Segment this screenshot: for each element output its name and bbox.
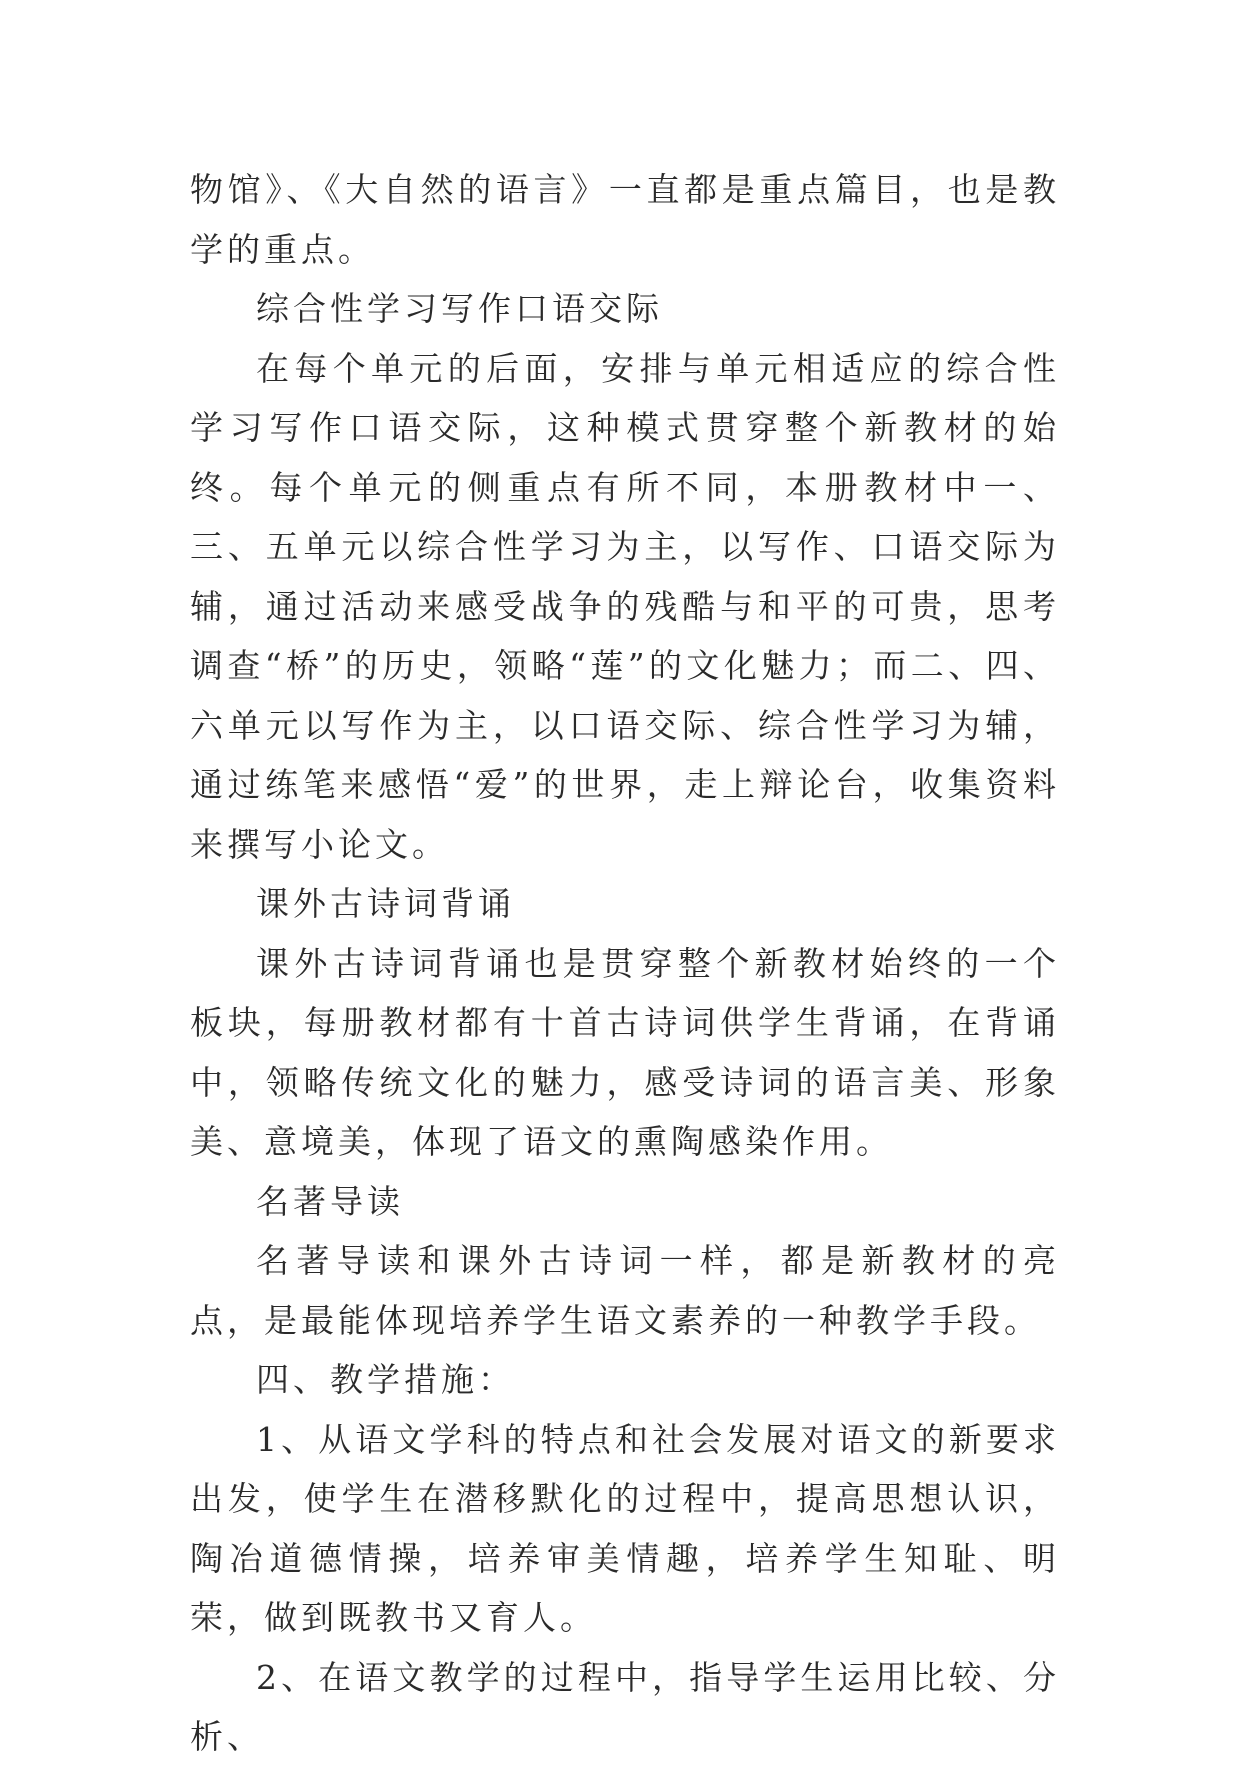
section-heading-teaching-measures: 四、教学措施： (256, 1360, 515, 1399)
paragraph-comprehensive-learning: 在每个单元的后面，安排与单元相适应的综合性学习写作口语交际，这种模式贯穿整个新教材的始终。每个单元的侧重点有所不同，本册教材中一、三、五单元以综合性学习为主，以写作、口语交际为辅，通过活动来感受战争的残酷与和平的可贵，思考调查“桥”的历史，领略“莲”的文化魅力；而二、四、六单元以写作为主，以口语交际、综合性学习为辅，通过练笔来感悟“爱”的世界，走上辩论台，收集资料来撰写小论文。 (190, 348, 1060, 864)
section-heading-comprehensive-learning: 综合性学习写作口语交际 (256, 289, 663, 328)
document-body (190, 160, 1060, 1767)
paragraph-classical-poetry: 课外古诗词背诵也是贯穿整个新教材始终的一个板块，每册教材都有十首古诗词供学生背诵，在背诵中，领略传统文化的魅力，感受诗词的语言美、形象美、意境美，体现了语文的熏陶感染作用。 (190, 943, 1060, 1161)
paragraph-classics-reading: 名著导读和课外古诗词一样，都是新教材的亮点，是最能体现培养学生语文素养的一种教学手段。 (190, 1241, 1060, 1340)
section-heading-classics-reading: 名著导读 (256, 1181, 404, 1221)
paragraph-measure-2: 2、在语文教学的过程中，指导学生运用比较、分析、 (190, 1657, 1060, 1756)
paragraph-continuation: 物馆》、《大自然的语言》一直都是重点篇目，也是教学的重点。 (190, 170, 1060, 269)
paragraph-measure-1: 1、从语文学科的特点和社会发展对语文的新要求出发，使学生在潜移默化的过程中，提高思想认识，陶冶道德情操，培养审美情趣，培养学生知耻、明荣，做到既教书又育人。 (190, 1419, 1060, 1637)
section-heading-classical-poetry: 课外古诗词背诵 (256, 884, 515, 923)
